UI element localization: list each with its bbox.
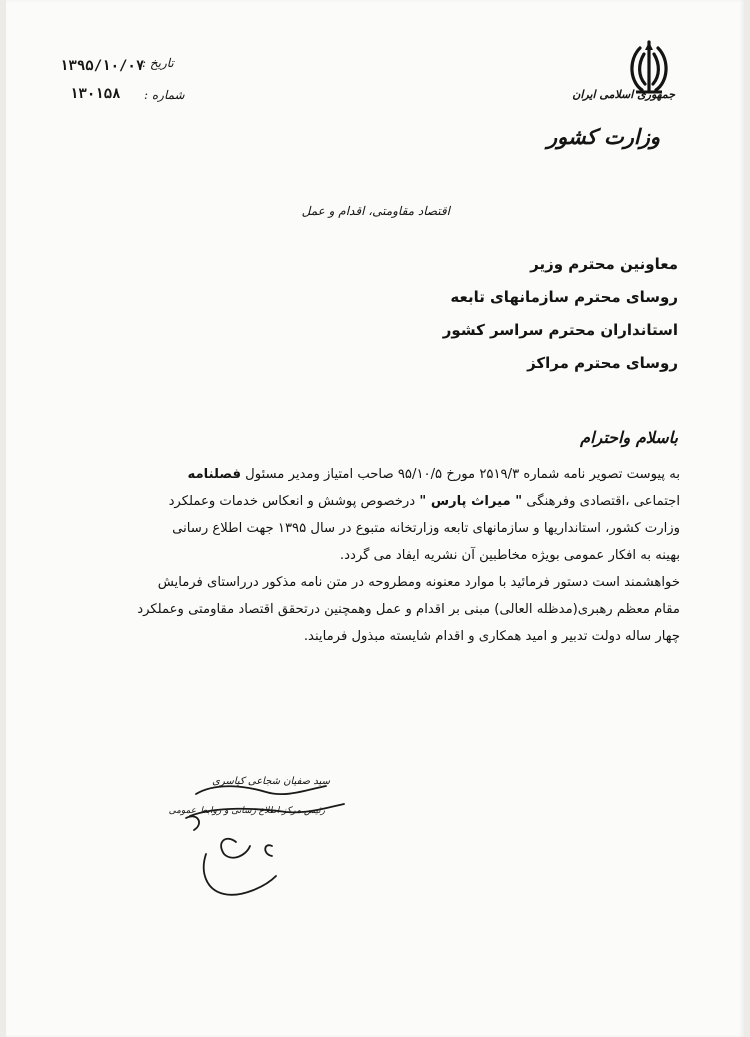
body-line: خواهشمند است دستور فرمائید با موارد معنونه ومطروحه در متن نامه مذکور درراستای فرمایش: [157, 575, 680, 590]
greeting: باسلام واحترام: [580, 428, 678, 447]
date-value: ۱۳۹۵/۱۰/۰۷: [60, 58, 145, 74]
number-value: ۱۳۰۱۵۸: [70, 86, 121, 102]
recipient: روسای محترم سازمانهای تابعه: [450, 288, 678, 306]
recipient: استانداران محترم سراسر کشور: [442, 321, 678, 339]
publication-name: " میراث پارس ": [419, 494, 523, 509]
handwritten-signature: [176, 772, 356, 902]
date-label: تاریخ :: [142, 56, 174, 70]
body-line: [52, 461, 680, 488]
body-text: درخصوص پوشش و انعکاس خدمات وعملکرد: [168, 494, 416, 509]
recipient: معاونین محترم وزیر: [530, 255, 678, 273]
letter-body: [52, 461, 680, 650]
body-line: چهار ساله دولت تدبیر و امید همکاری و اقدام شایسته مبذول فرمایند.: [303, 629, 680, 644]
recipient: روسای محترم مراکز: [527, 354, 678, 372]
body-text: به پیوست تصویر نامه شماره ۲۵۱۹/۳ مورخ ۹۵/۱۰/۵ صاحب امتیاز ومدیر مسئول: [245, 467, 680, 482]
recipients-list: [318, 248, 678, 380]
number-label: شماره :: [144, 88, 185, 102]
body-line: مقام معظم رهبری(مدظله العالی) مبنی بر اقدام و عمل وهمچنین درتحقق اقتصاد مقاومتی وعملکرد: [137, 602, 680, 617]
republic-name: جمهوری اسلامی ایران: [572, 88, 675, 101]
body-line: وزارت کشور، استانداریها و سازمانهای تابعه وزارتخانه متبوع در سال ۱۳۹۵ جهت اطلاع رسانی: [172, 521, 680, 536]
body-line: بهینه به افکار عمومی بویژه مخاطبین آن نشریه ایفاد می گردد.: [339, 548, 680, 563]
body-text: اجتماعی ،اقتصادی وفرهنگی: [526, 494, 680, 509]
body-line: [52, 488, 680, 515]
slogan: اقتصاد مقاومتی، اقدام و عمل: [301, 204, 450, 218]
signer-title: رئیس مرکز اطلاع رسانی و روابط عمومی: [168, 806, 325, 816]
ministry-name: وزارت کشور: [546, 124, 660, 149]
signer-name: سید صفیان شجاعی کیاسری: [212, 776, 330, 787]
journal-word: فصلنامه: [187, 467, 241, 482]
